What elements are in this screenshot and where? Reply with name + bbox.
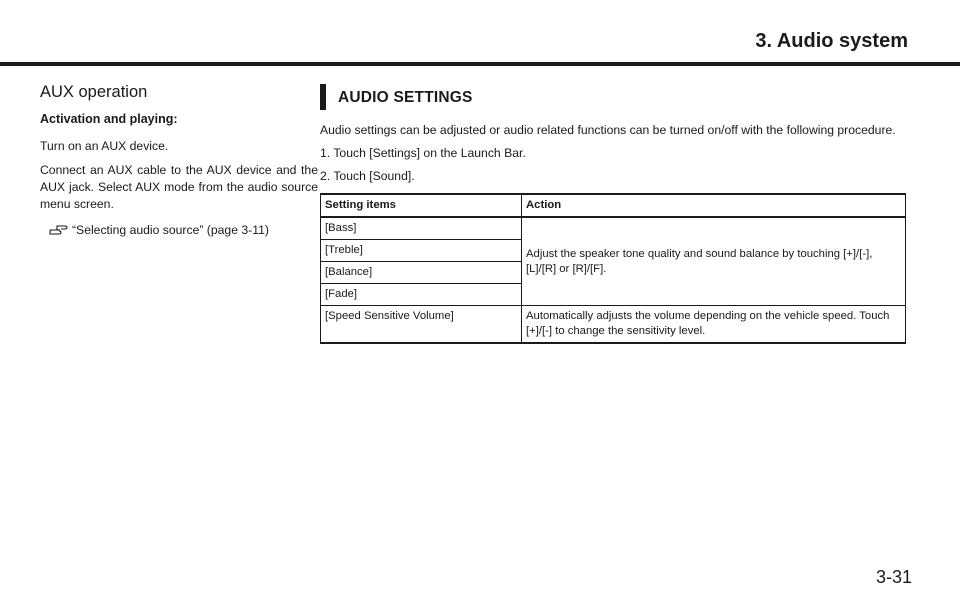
step-2: 2. Touch [Sound]. — [320, 169, 415, 183]
chapter-title: 3. Audio system — [755, 30, 908, 52]
setting-balance: [Balance] — [321, 262, 522, 284]
step-1: 1. Touch [Settings] on the Launch Bar. — [320, 146, 526, 160]
audio-settings-section — [320, 84, 906, 344]
header-setting-items: Setting items — [321, 194, 522, 217]
pointing-hand-icon — [48, 220, 70, 241]
table-row — [321, 306, 906, 344]
audio-settings-table — [320, 193, 906, 344]
audio-settings-heading — [320, 84, 906, 110]
header-rule — [0, 62, 960, 66]
table-header-row — [321, 194, 906, 217]
activation-subheading: Activation and playing: — [40, 112, 178, 126]
setting-treble: [Treble] — [321, 240, 522, 262]
tone-balance-action: Adjust the speaker tone quality and sound balance by touching [+]/[-], [L]/[R] or [R]/[F]. — [522, 217, 906, 306]
setting-fade: [Fade] — [321, 284, 522, 306]
aux-operation-section — [40, 84, 318, 241]
setting-bass: [Bass] — [321, 217, 522, 240]
reference-text: “Selecting audio source” (page 3-11) — [72, 223, 269, 237]
heading-bar-marker — [320, 84, 326, 110]
table-row — [321, 217, 906, 240]
page-number: 3-31 — [875, 567, 912, 587]
audio-settings-intro: Audio settings can be adjusted or audio related functions can be turned on/off with the following procedure. — [320, 123, 896, 137]
aux-paragraph-2: Connect an AUX cable to the AUX device and the AUX jack. Select AUX mode from the audio source menu screen. — [40, 163, 318, 211]
aux-paragraph-1: Turn on an AUX device. — [40, 139, 169, 153]
header-action: Action — [522, 194, 906, 217]
setting-speed-sensitive-volume: [Speed Sensitive Volume] — [321, 306, 522, 344]
speed-volume-action: Automatically adjusts the volume depending on the vehicle speed. Touch [+]/[-] to change the sensitivity level. — [522, 306, 906, 344]
page-reference[interactable] — [40, 220, 318, 241]
aux-section-title: AUX operation — [40, 83, 148, 101]
audio-settings-title: AUDIO SETTINGS — [338, 88, 473, 106]
